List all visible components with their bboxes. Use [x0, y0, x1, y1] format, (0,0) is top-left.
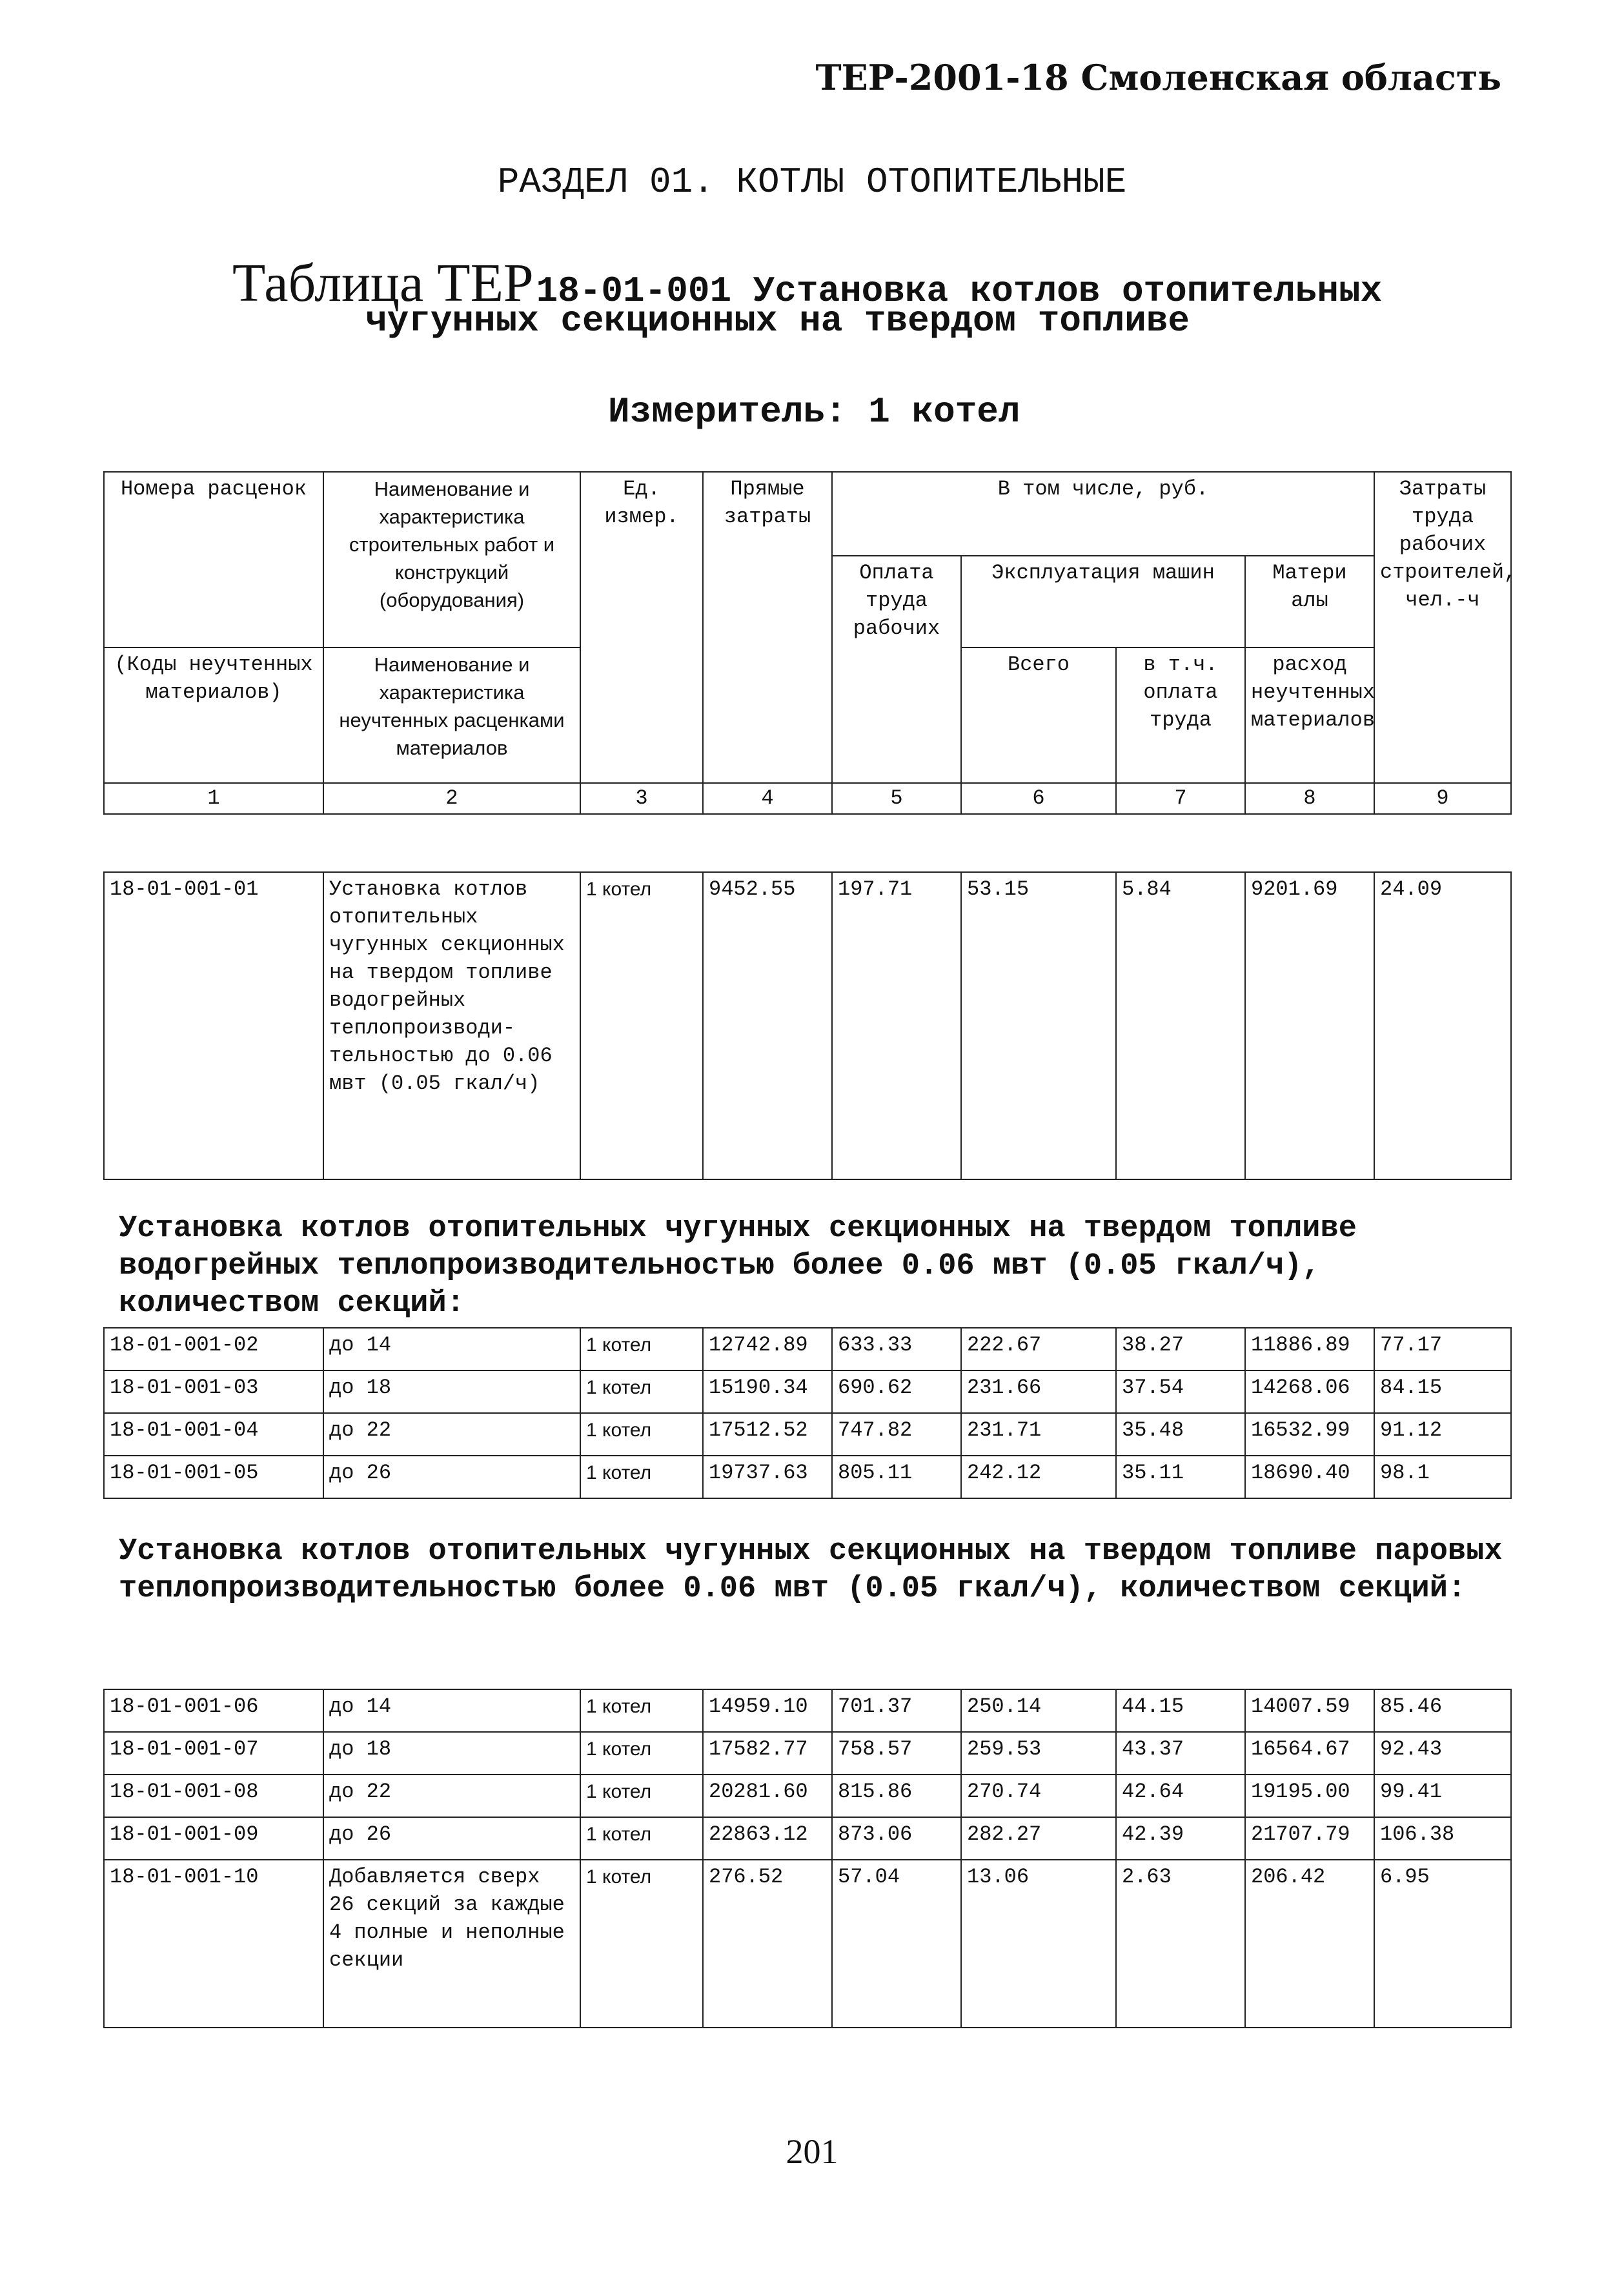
rate-name: до 22 [323, 1413, 580, 1456]
rate-name: до 18 [323, 1370, 580, 1413]
table-row [104, 1413, 1511, 1456]
table-row [104, 1370, 1511, 1413]
rate-materials: 21707.79 [1245, 1817, 1374, 1860]
rate-labor-hours: 6.95 [1374, 1860, 1511, 2028]
rate-code: 18-01-001-10 [104, 1860, 323, 2028]
header-material-codes: (Коды неучтенных материалов) [104, 647, 323, 783]
header-work-name: Наименование и характеристика строительных работ и конструкций (оборудования) [323, 472, 580, 647]
header-table [103, 471, 1517, 815]
rate-table-row-01 [103, 871, 1512, 1180]
rate-code: 18-01-001-09 [104, 1817, 323, 1860]
rate-machines: 53.15 [961, 872, 1116, 1179]
col-number: 5 [832, 783, 961, 814]
col-number: 6 [961, 783, 1116, 814]
table-row [104, 1732, 1511, 1775]
rate-unit: 1 котел [580, 1370, 703, 1413]
rate-direct: 17512.52 [703, 1413, 832, 1456]
rate-machines: 242.12 [961, 1456, 1116, 1498]
rate-unit: 1 котел [580, 1732, 703, 1775]
rate-materials: 16564.67 [1245, 1732, 1374, 1775]
rate-labor-hours: 24.09 [1374, 872, 1511, 1179]
rate-labor: 633.33 [832, 1328, 961, 1370]
rate-code: 18-01-001-08 [104, 1775, 323, 1817]
rate-machine-labor: 35.11 [1116, 1456, 1245, 1498]
rate-machine-labor: 38.27 [1116, 1328, 1245, 1370]
col-number: 1 [104, 783, 323, 814]
rate-unit: 1 котел [580, 1860, 703, 2028]
rate-name: до 18 [323, 1732, 580, 1775]
group-caption: Установка котлов отопительных чугунных секционных на твердом топливе водогрейных теплопроизводительностью более 0.06 мвт (0.05 гкал/ч), количеством секций: [119, 1212, 1357, 1321]
rate-name: до 26 [323, 1456, 580, 1498]
rate-direct: 19737.63 [703, 1456, 832, 1498]
rate-machine-labor: 2.63 [1116, 1860, 1245, 2028]
rate-direct: 22863.12 [703, 1817, 832, 1860]
col-number: 4 [703, 783, 832, 814]
rate-labor-hours: 91.12 [1374, 1413, 1511, 1456]
header-labor-pay: Оплата труда рабочих [832, 556, 961, 783]
rate-machines: 250.14 [961, 1689, 1116, 1732]
header-labor-costs: Затраты труда рабочих строителей, чел.-ч [1374, 472, 1511, 783]
header-materials: Матери алы [1245, 556, 1374, 647]
rate-code: 18-01-001-07 [104, 1732, 323, 1775]
rate-code: 18-01-001-04 [104, 1413, 323, 1456]
rate-unit: 1 котел [580, 1775, 703, 1817]
rate-labor: 758.57 [832, 1732, 961, 1775]
table-row [104, 1775, 1511, 1817]
rate-name: Установка котлов отопительных чугунных секционных на твердом топливе водогрейных теплопроизводи-тельностью до 0.06 мвт (0.05 гкал/ч) [323, 872, 580, 1179]
rate-materials: 19195.00 [1245, 1775, 1374, 1817]
rate-table-group-2 [103, 1327, 1512, 1499]
rate-machine-labor: 35.48 [1116, 1413, 1245, 1456]
rate-labor: 57.04 [832, 1860, 961, 2028]
rate-machine-labor: 5.84 [1116, 872, 1245, 1179]
rate-machines: 282.27 [961, 1817, 1116, 1860]
rate-code: 18-01-001-05 [104, 1456, 323, 1498]
rate-name: до 26 [323, 1817, 580, 1860]
rate-name: до 14 [323, 1328, 580, 1370]
rate-materials: 18690.40 [1245, 1456, 1374, 1498]
rate-materials: 14007.59 [1245, 1689, 1374, 1732]
rate-code: 18-01-001-02 [104, 1328, 323, 1370]
group-caption: Установка котлов отопительных чугунных секционных на твердом топливе паровых теплопроизводительностью более 0.06 мвт (0.05 гкал/ч), количеством секций: [119, 1534, 1503, 1606]
col-number: 3 [580, 783, 703, 814]
rate-labor: 701.37 [832, 1689, 961, 1732]
table-title-line2: чугунных секционных на твердом топливе [365, 300, 1190, 341]
rate-code: 18-01-001-03 [104, 1370, 323, 1413]
rate-machine-labor: 37.54 [1116, 1370, 1245, 1413]
rate-materials: 9201.69 [1245, 872, 1374, 1179]
rate-code: 18-01-001-06 [104, 1689, 323, 1732]
rate-materials: 206.42 [1245, 1860, 1374, 2028]
header-unaccounted-materials: Наименование и характеристика неучтенных расценками материалов [323, 647, 580, 783]
rate-materials: 14268.06 [1245, 1370, 1374, 1413]
rate-machine-labor: 43.37 [1116, 1732, 1245, 1775]
running-header: ТЕР-2001-18 Смоленская область [815, 57, 1501, 98]
rate-labor: 690.62 [832, 1370, 961, 1413]
rate-labor: 805.11 [832, 1456, 961, 1498]
header-including: В том числе, руб. [832, 472, 1374, 556]
rate-materials: 11886.89 [1245, 1328, 1374, 1370]
table-row [104, 1689, 1511, 1732]
rate-unit: 1 котел [580, 1328, 703, 1370]
rate-unit: 1 котел [580, 1456, 703, 1498]
table-row [104, 1456, 1511, 1498]
col-number: 8 [1245, 783, 1374, 814]
col-number: 9 [1374, 783, 1511, 814]
rate-labor-hours: 92.43 [1374, 1732, 1511, 1775]
rate-direct: 15190.34 [703, 1370, 832, 1413]
rate-materials: 16532.99 [1245, 1413, 1374, 1456]
rate-labor: 747.82 [832, 1413, 961, 1456]
rate-name: Добавляется сверх 26 секций за каждые 4 полные и неполные секции [323, 1860, 580, 2028]
header-rate-numbers: Номера расценок [104, 472, 323, 647]
rate-machines: 13.06 [961, 1860, 1116, 2028]
rate-table-group-3 [103, 1689, 1512, 2028]
header-materials-unaccounted: расход неучтенных материалов [1245, 647, 1374, 783]
rate-labor-hours: 106.38 [1374, 1817, 1511, 1860]
rate-labor-hours: 99.41 [1374, 1775, 1511, 1817]
header-direct-costs: Прямые затраты [703, 472, 832, 783]
rate-direct: 20281.60 [703, 1775, 832, 1817]
rate-machines: 222.67 [961, 1328, 1116, 1370]
rate-labor-hours: 85.46 [1374, 1689, 1511, 1732]
rate-labor-hours: 98.1 [1374, 1456, 1511, 1498]
rate-name: до 14 [323, 1689, 580, 1732]
rate-machines: 270.74 [961, 1775, 1116, 1817]
rate-machines: 231.71 [961, 1413, 1116, 1456]
rate-labor: 815.86 [832, 1775, 961, 1817]
table-row [104, 1328, 1511, 1370]
rate-machine-labor: 42.39 [1116, 1817, 1245, 1860]
rate-unit: 1 котел [580, 1413, 703, 1456]
rate-unit: 1 котел [580, 1689, 703, 1732]
rate-unit: 1 котел [580, 1817, 703, 1860]
rate-unit: 1 котел [580, 872, 703, 1179]
section-title: РАЗДЕЛ 01. КОТЛЫ ОТОПИТЕЛЬНЫЕ [497, 161, 1127, 203]
rate-direct: 9452.55 [703, 872, 832, 1179]
table-row [104, 1860, 1511, 2028]
rate-code: 18-01-001-01 [104, 872, 323, 1179]
header-machines-labor: в т.ч. оплата труда [1116, 647, 1245, 783]
col-number: 7 [1116, 783, 1245, 814]
rate-labor-hours: 77.17 [1374, 1328, 1511, 1370]
header-unit: Ед. измер. [580, 472, 703, 783]
meter: Измеритель: 1 котел [608, 391, 1020, 433]
rate-machine-labor: 44.15 [1116, 1689, 1245, 1732]
rate-name: до 22 [323, 1775, 580, 1817]
table-title-rest: 18-01-001 Установка котлов отопительных [536, 270, 1383, 312]
rate-machines: 259.53 [961, 1732, 1116, 1775]
rate-machines: 231.66 [961, 1370, 1116, 1413]
rate-machine-labor: 42.64 [1116, 1775, 1245, 1817]
rate-direct: 14959.10 [703, 1689, 832, 1732]
rate-direct: 17582.77 [703, 1732, 832, 1775]
header-machines-total: Всего [961, 647, 1116, 783]
rate-labor: 873.06 [832, 1817, 961, 1860]
page-number: 201 [786, 2132, 838, 2171]
rate-direct: 12742.89 [703, 1328, 832, 1370]
table-title-lead: Таблица ТЕР [232, 253, 534, 313]
header-machines: Эксплуатация машин [961, 556, 1245, 647]
rate-labor-hours: 84.15 [1374, 1370, 1511, 1413]
rate-direct: 276.52 [703, 1860, 832, 2028]
col-number: 2 [323, 783, 580, 814]
table-row [104, 872, 1511, 1179]
rate-labor: 197.71 [832, 872, 961, 1179]
table-row [104, 1817, 1511, 1860]
